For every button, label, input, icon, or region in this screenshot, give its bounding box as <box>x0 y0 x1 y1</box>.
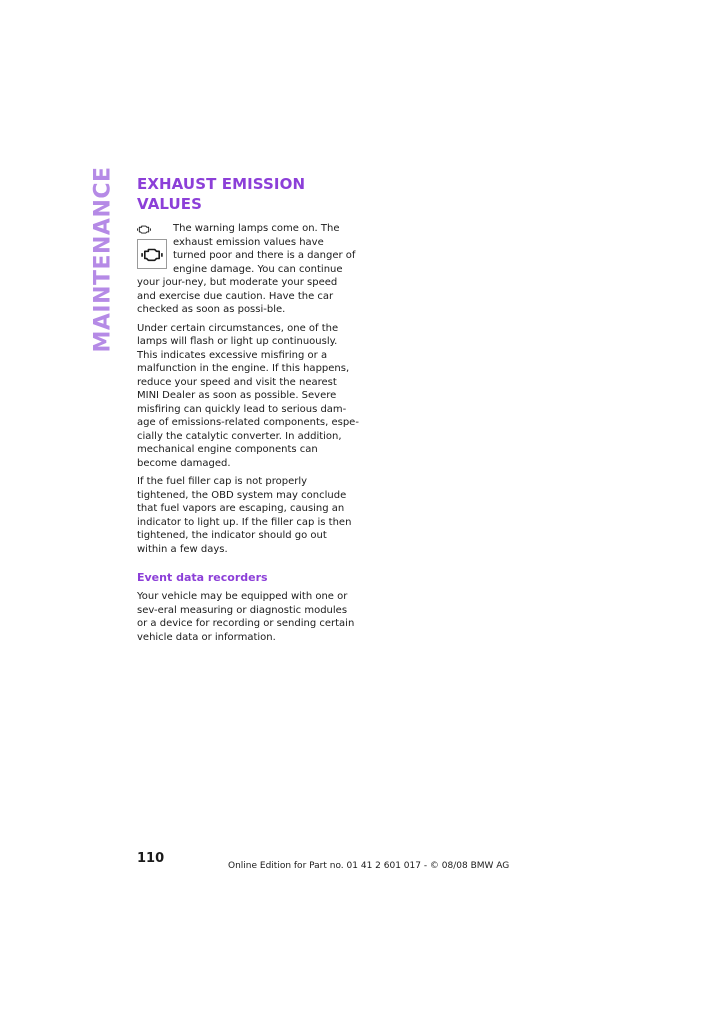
main-content <box>137 174 359 649</box>
warning-lamp-icons <box>137 222 171 276</box>
page-number: 110 <box>137 851 165 866</box>
side-tab <box>86 165 120 353</box>
paragraph-event-data-recorders: Your vehicle may be equipped with one or sev-eral measuring or diagnostic modules or a device for recording or sending certain vehicle data or information. <box>137 591 355 643</box>
footer-note: Online Edition for Part no. 01 41 2 601 017 - © 08/08 BMW AG <box>228 861 510 871</box>
paragraph-fuel-filler-cap: If the fuel filler cap is not properly tightened, the OBD system may conclude that fuel vapors are escaping, causing an indicator to light up. If the filler cap is then tightened, the indicator should go out within a few days. <box>137 476 352 555</box>
paragraph-misfiring: Under certain circumstances, one of the lamps will flash or light up continuously. This indicates excessive misfiring or a malfunction in the engine. If this happens, reduce your speed and visit the nearest MINI Dealer as soon as possible. Severe misfiring can quickly lead to serious dam-age of emissions-related components, espe-cially the catalytic converter. In addition, mechanical engine components can become damaged. <box>137 322 359 469</box>
engine-warning-lamp-icon <box>141 245 163 263</box>
side-tab-label: MAINTENANCE <box>90 165 116 353</box>
engine-warning-lamp-icon <box>137 223 151 235</box>
section-title: EXHAUST EMISSION VALUES <box>137 175 306 213</box>
paragraph-warning-lamps: The warning lamps come on. The exhaust emission values have turned poor and there is a danger of engine damage. You can continue your jour-ney, but moderate your speed and exercise due caution. Have the car checked as soon as possi-ble. <box>137 223 356 315</box>
subsection-title: Event data recorders <box>137 571 268 584</box>
engine-warning-lamp-box <box>137 239 167 269</box>
